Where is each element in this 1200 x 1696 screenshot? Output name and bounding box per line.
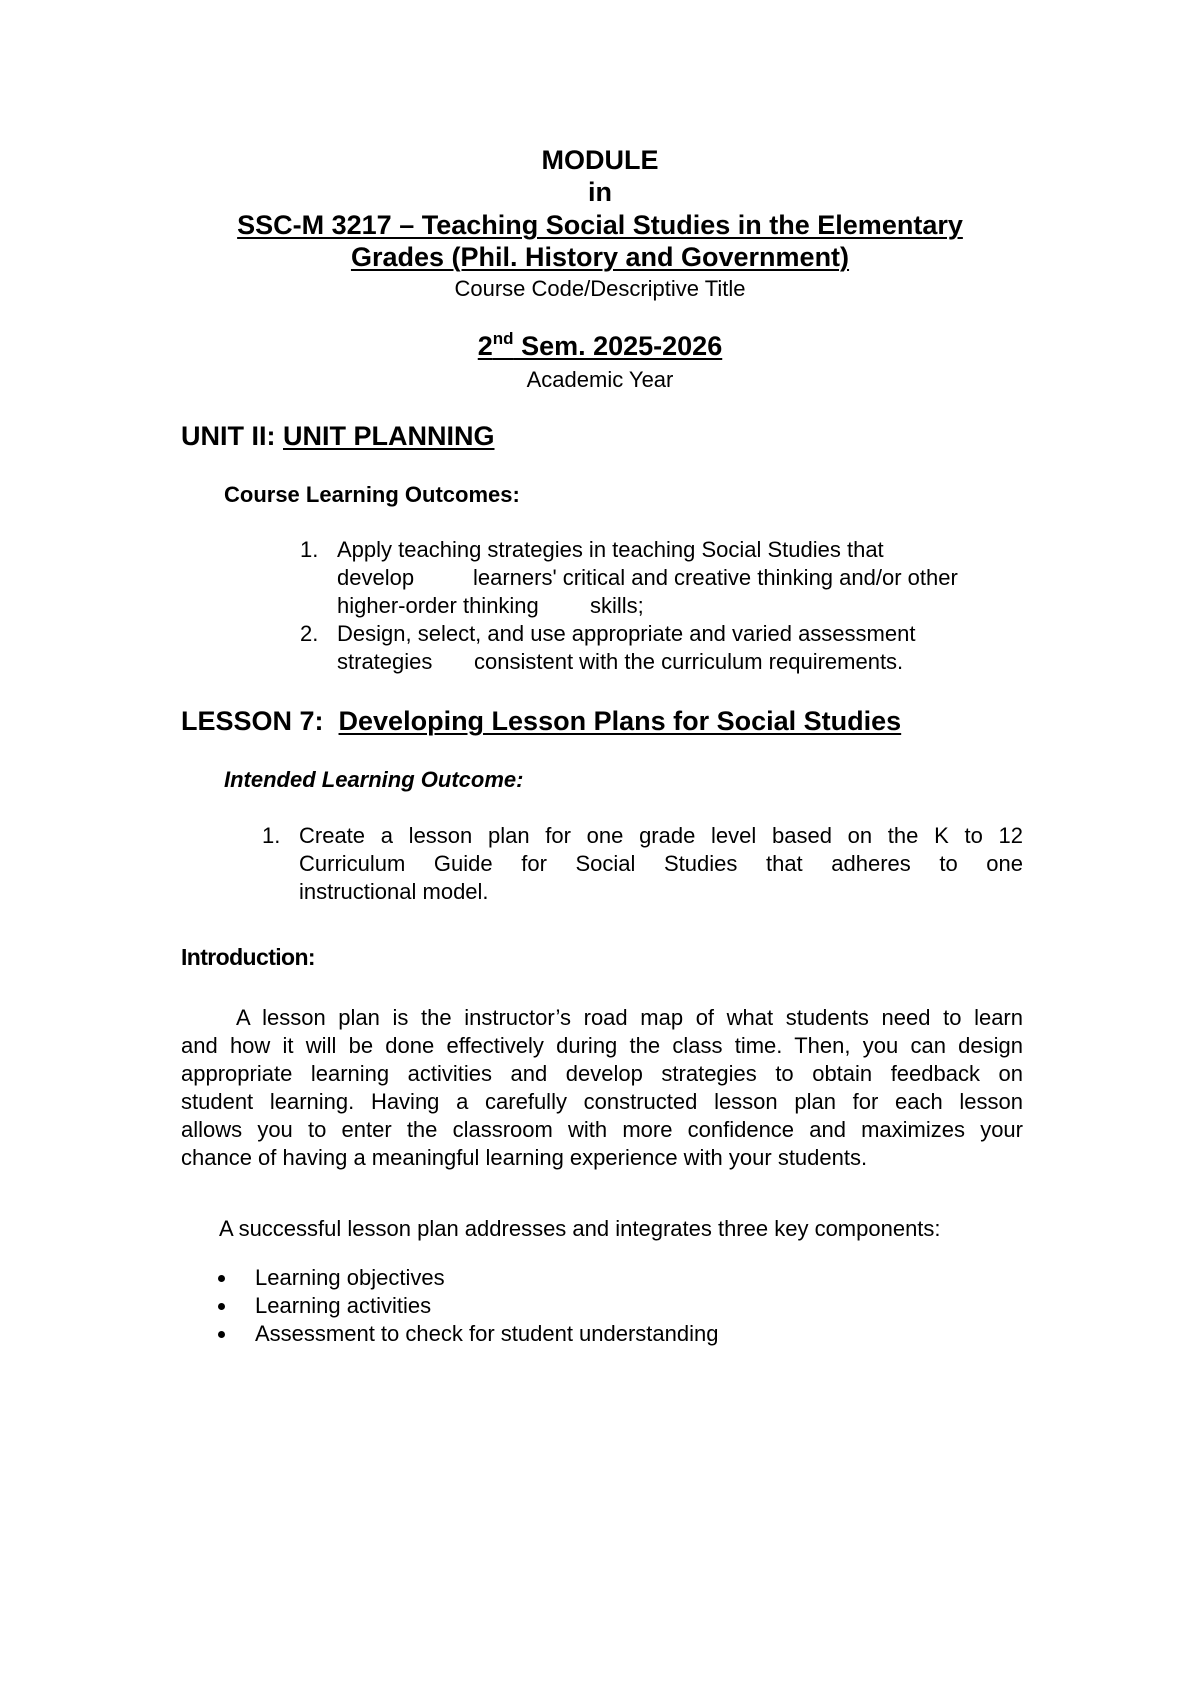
- unit-title: UNIT PLANNING: [283, 421, 495, 451]
- paragraph-line: allows you to enter the classroom with more confidence and maximizes your: [181, 1117, 1023, 1142]
- paragraph-line: A lesson plan is the instructor’s road map of what students need to learn: [236, 1005, 1023, 1030]
- outcome-line: Create a lesson plan for one grade level based on the K to 12: [299, 823, 1023, 848]
- list-item-text: Learning objectives: [255, 1265, 445, 1290]
- intended-outcome-heading: Intended Learning Outcome:: [224, 767, 524, 792]
- list-line: consistent with the curriculum requirements.: [474, 649, 904, 674]
- list-line: Apply teaching strategies in teaching Social Studies that: [337, 537, 884, 562]
- list-number: 1.: [262, 823, 281, 848]
- module-heading: MODULE: [541, 145, 659, 175]
- list-number: 2.: [300, 621, 319, 646]
- list-line: Design, select, and use appropriate and varied assessment: [337, 621, 916, 646]
- list-line: skills;: [590, 593, 644, 618]
- semester-number: 2: [477, 331, 493, 361]
- paragraph-line: chance of having a meaningful learning experience with your students.: [181, 1145, 868, 1170]
- course-title-line1: SSC-M 3217 – Teaching Social Studies in the Elementary: [237, 210, 963, 240]
- bullet-icon: [218, 1331, 225, 1338]
- course-title-line2: Grades (Phil. History and Government): [350, 242, 850, 272]
- module-in: in: [588, 177, 612, 207]
- lesson-title: Developing Lesson Plans for Social Studies: [338, 706, 902, 736]
- paragraph-line: appropriate learning activities and develop strategies to obtain feedback on: [181, 1061, 1023, 1086]
- lesson-label: LESSON 7:: [181, 706, 339, 736]
- list-item-text: Assessment to check for student understanding: [255, 1321, 719, 1346]
- unit-heading: [181, 420, 495, 452]
- semester-value: [478, 331, 722, 361]
- bullet-icon: [218, 1303, 225, 1310]
- introduction-heading: Introduction:: [181, 944, 315, 970]
- course-caption: Course Code/Descriptive Title: [454, 276, 746, 301]
- academic-year-caption: Academic Year: [526, 367, 674, 392]
- outcome-line: instructional model.: [299, 879, 489, 904]
- lesson-heading: [181, 704, 901, 738]
- list-number: 1.: [300, 537, 319, 562]
- paragraph-line: student learning. Having a carefully constructed lesson plan for each lesson: [181, 1089, 1023, 1114]
- list-line: higher-order thinking: [337, 593, 539, 618]
- course-outcomes-heading: Course Learning Outcomes:: [224, 482, 520, 507]
- list-item-text: Learning activities: [255, 1293, 432, 1318]
- components-intro: A successful lesson plan addresses and integrates three key components:: [219, 1216, 941, 1241]
- bullet-icon: [218, 1275, 225, 1282]
- semester-rest: Sem. 2025-2026: [513, 331, 723, 361]
- list-line: strategies: [337, 649, 433, 674]
- unit-label: UNIT II:: [181, 421, 283, 451]
- paragraph-line: and how it will be done effectively during the class time. Then, you can design: [181, 1033, 1023, 1058]
- course-outcomes-list: [300, 536, 1020, 676]
- semester-ordinal: nd: [492, 329, 514, 348]
- outcome-line: Curriculum Guide for Social Studies that adheres to one: [299, 851, 1023, 876]
- list-line: learners' critical and creative thinking and/or other: [473, 565, 958, 590]
- list-line: develop: [337, 565, 415, 590]
- semester-line: [0, 329, 1200, 363]
